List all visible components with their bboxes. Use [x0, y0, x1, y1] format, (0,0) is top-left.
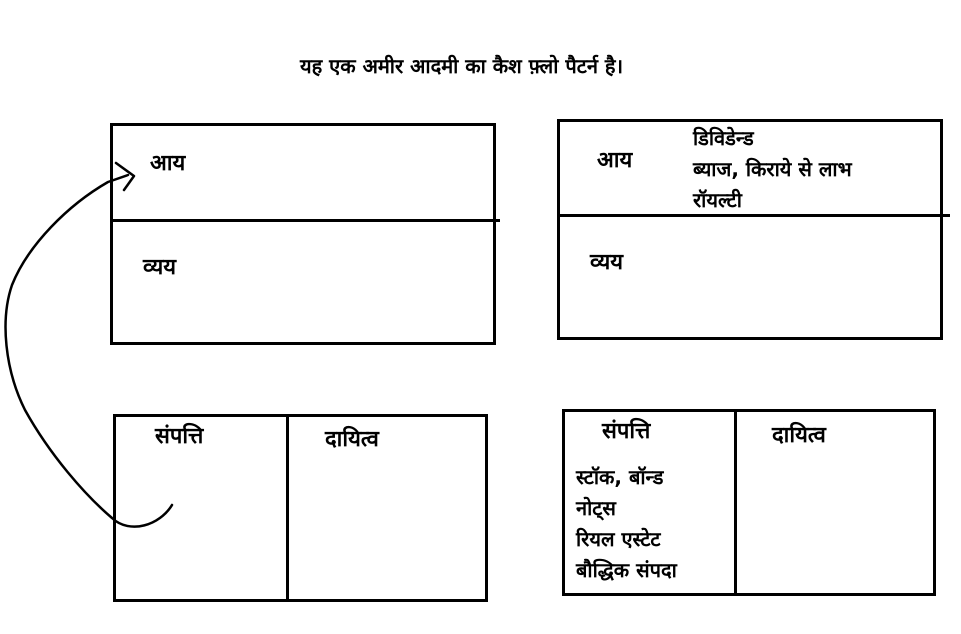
asset-item-stocks-bonds: स्टॉक, बॉन्ड	[576, 465, 664, 489]
cash-flow-arrow-curve	[6, 175, 172, 527]
income-item-royalty: रॉयल्टी	[693, 188, 742, 212]
asset-item-real-estate: रियल एस्टेट	[576, 527, 661, 551]
left-assets-label: संपत्ति	[155, 424, 204, 449]
left-liabilities-label: दायित्व	[325, 427, 379, 452]
left-income-label: आय	[150, 151, 186, 176]
asset-item-intellectual-property: बौद्धिक संपदा	[576, 558, 677, 582]
right-liabilities-label: दायित्व	[772, 423, 826, 448]
diagram-title: यह एक अमीर आदमी का कैश फ़्लो पैटर्न है।	[300, 54, 624, 78]
asset-item-notes: नोट्स	[576, 496, 616, 520]
left-expense-label: व्यय	[143, 255, 177, 280]
income-item-dividend: डिविडेन्ड	[693, 126, 754, 150]
right-income-label: आय	[597, 148, 633, 173]
right-expense-label: व्यय	[590, 250, 624, 275]
income-item-interest-rent: ब्याज, किराये से लाभ	[693, 157, 852, 181]
right-assets-label: संपत्ति	[602, 419, 651, 444]
